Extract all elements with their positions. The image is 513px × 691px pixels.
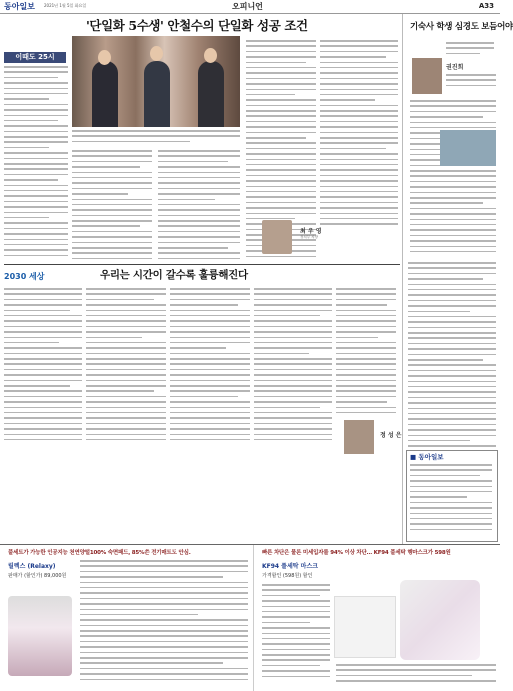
author-name: 최 우 영 [300,228,322,235]
dateline: 2021년 1월 5일 화요일 [44,3,87,8]
article-column [72,150,152,261]
product-image [334,596,396,658]
columnist-name: 권진희 [446,64,464,71]
photo-caption [72,130,240,144]
column-label: 2030 세상 [4,272,45,281]
product-image [8,596,72,676]
author-photo [262,220,292,254]
article-column [254,288,332,448]
ad-product-name: 릴렉스 (Relaxy) [8,563,56,570]
main-headline: '단일화 5수생' 안철수의 단일화 성공 조건 [86,18,308,33]
ad-body-text [80,560,248,686]
right-column-text [410,100,496,250]
article-column [336,288,396,418]
product-image [400,580,480,660]
left-column-text [4,66,68,261]
pull-quote [446,42,494,58]
column-label: 이때도 25시 [4,52,66,63]
right-column-headline: 기숙사 학생 심경도 보듬어야 [410,22,513,32]
article-column [86,288,166,448]
ad-body-text [262,584,330,684]
article-column [4,288,82,448]
author-title: 정치부 차장 [300,235,319,239]
inline-photo [440,130,496,166]
page-number: A33 [478,2,494,10]
ad-divider [0,544,500,545]
ad-column-divider [253,545,254,691]
right-column-text [446,74,496,96]
author-name: 정 성 은 [380,432,402,439]
article-column [158,150,240,261]
section-divider [4,264,400,265]
notice-box-title: ■ 동아일보 [410,453,444,461]
columnist-photo [412,58,442,94]
ad-body-text [336,664,496,688]
ad-headline: 빠른 차단은 물론 미세입자를 94% 이상 차단… KF94 풀세탁 행마스크가 598원 [262,550,451,556]
article-column [320,40,398,231]
section-title: 오피니언 [232,1,263,11]
article-column [170,288,250,448]
ad-headline: 풀세트가 가능한 인공지능 천연양털100% 숙면패드, 85%쓴 전기매트도 안심. [8,550,191,556]
notice-box-text [410,464,492,534]
right-column-text [408,262,496,444]
news-photo [72,36,240,127]
ad-price: 판매가 (할인가) 89,000원 [8,573,67,579]
column-divider [402,14,403,544]
ad-price: 가격할인 (598원) 할인 [262,573,313,579]
column-headline: 우리는 시간이 갈수록 훌륭해진다 [100,269,248,281]
newspaper-logo: 동아일보 [4,1,35,11]
ad-product-name: KF94 풀세탁 마스크 [262,563,319,570]
author-photo [344,420,374,454]
